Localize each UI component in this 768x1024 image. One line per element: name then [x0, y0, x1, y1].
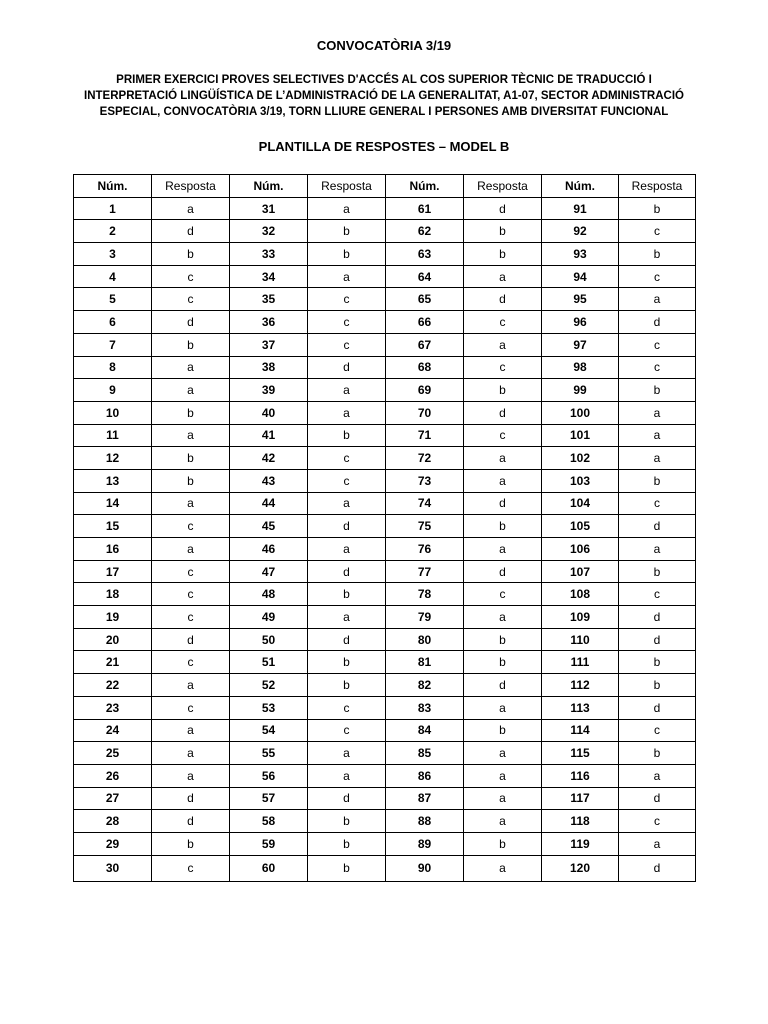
- question-number-cell: 48: [230, 583, 308, 606]
- question-number-cell: 43: [230, 469, 308, 492]
- answer-cell: a: [308, 197, 386, 220]
- question-number-cell: 112: [542, 674, 619, 697]
- question-number-cell: 28: [74, 810, 152, 833]
- answer-cell: a: [464, 606, 542, 629]
- question-number-cell: 114: [542, 719, 619, 742]
- answer-cell: d: [464, 288, 542, 311]
- question-number-cell: 117: [542, 787, 619, 810]
- answer-cell: c: [152, 855, 230, 881]
- question-number-cell: 62: [386, 220, 464, 243]
- question-number-cell: 47: [230, 560, 308, 583]
- question-number-cell: 83: [386, 696, 464, 719]
- answer-cell: a: [619, 538, 696, 561]
- question-number-cell: 76: [386, 538, 464, 561]
- question-number-cell: 102: [542, 447, 619, 470]
- answer-cell: c: [308, 288, 386, 311]
- answer-cell: d: [464, 197, 542, 220]
- column-header-number: Núm.: [230, 175, 308, 198]
- answer-cell: a: [464, 855, 542, 881]
- answer-cell: c: [308, 719, 386, 742]
- answer-cell: c: [464, 583, 542, 606]
- answer-cell: a: [152, 492, 230, 515]
- question-number-cell: 71: [386, 424, 464, 447]
- question-number-cell: 7: [74, 333, 152, 356]
- answer-cell: a: [152, 356, 230, 379]
- answer-cell: c: [619, 810, 696, 833]
- answer-cell: c: [308, 333, 386, 356]
- answer-cell: a: [464, 469, 542, 492]
- question-number-cell: 6: [74, 311, 152, 334]
- answer-cell: a: [152, 424, 230, 447]
- answer-cell: c: [152, 515, 230, 538]
- answer-cell: b: [308, 810, 386, 833]
- question-number-cell: 93: [542, 243, 619, 266]
- answer-cell: b: [152, 243, 230, 266]
- question-number-cell: 54: [230, 719, 308, 742]
- answer-cell: d: [152, 628, 230, 651]
- table-row: [74, 628, 696, 651]
- table-row: [74, 583, 696, 606]
- question-number-cell: 90: [386, 855, 464, 881]
- table-row: [74, 492, 696, 515]
- question-number-cell: 60: [230, 855, 308, 881]
- answer-cell: c: [464, 356, 542, 379]
- table-row: [74, 560, 696, 583]
- answer-table: [73, 174, 696, 882]
- question-number-cell: 108: [542, 583, 619, 606]
- answer-cell: d: [152, 810, 230, 833]
- answer-cell: b: [464, 719, 542, 742]
- question-number-cell: 98: [542, 356, 619, 379]
- answer-cell: a: [152, 742, 230, 765]
- answer-cell: d: [619, 855, 696, 881]
- table-row: [74, 764, 696, 787]
- answer-cell: b: [619, 379, 696, 402]
- answer-cell: a: [464, 787, 542, 810]
- question-number-cell: 32: [230, 220, 308, 243]
- question-number-cell: 99: [542, 379, 619, 402]
- answer-cell: b: [308, 651, 386, 674]
- question-number-cell: 14: [74, 492, 152, 515]
- column-header-number: Núm.: [74, 175, 152, 198]
- question-number-cell: 2: [74, 220, 152, 243]
- question-number-cell: 120: [542, 855, 619, 881]
- answer-cell: d: [464, 560, 542, 583]
- answer-cell: a: [464, 810, 542, 833]
- question-number-cell: 15: [74, 515, 152, 538]
- answer-cell: b: [619, 742, 696, 765]
- question-number-cell: 20: [74, 628, 152, 651]
- column-header-answer: Resposta: [308, 175, 386, 198]
- answer-cell: b: [152, 832, 230, 855]
- question-number-cell: 91: [542, 197, 619, 220]
- question-number-cell: 106: [542, 538, 619, 561]
- answer-cell: c: [308, 311, 386, 334]
- table-row: [74, 855, 696, 881]
- answer-cell: a: [152, 538, 230, 561]
- question-number-cell: 67: [386, 333, 464, 356]
- question-number-cell: 110: [542, 628, 619, 651]
- question-number-cell: 12: [74, 447, 152, 470]
- answer-cell: d: [464, 401, 542, 424]
- column-header-number: Núm.: [386, 175, 464, 198]
- answer-cell: d: [619, 787, 696, 810]
- answer-cell: b: [308, 674, 386, 697]
- answer-cell: b: [464, 243, 542, 266]
- table-row: [74, 288, 696, 311]
- answer-cell: b: [619, 674, 696, 697]
- question-number-cell: 29: [74, 832, 152, 855]
- answer-cell: c: [464, 424, 542, 447]
- answer-cell: c: [619, 492, 696, 515]
- question-number-cell: 1: [74, 197, 152, 220]
- answer-cell: c: [619, 719, 696, 742]
- question-number-cell: 103: [542, 469, 619, 492]
- answer-cell: b: [619, 243, 696, 266]
- question-number-cell: 50: [230, 628, 308, 651]
- answer-cell: c: [464, 311, 542, 334]
- table-row: [74, 606, 696, 629]
- question-number-cell: 8: [74, 356, 152, 379]
- question-number-cell: 84: [386, 719, 464, 742]
- question-number-cell: 36: [230, 311, 308, 334]
- question-number-cell: 25: [74, 742, 152, 765]
- question-number-cell: 61: [386, 197, 464, 220]
- answer-cell: a: [152, 197, 230, 220]
- answer-cell: c: [152, 265, 230, 288]
- question-number-cell: 92: [542, 220, 619, 243]
- answer-cell: a: [308, 742, 386, 765]
- answer-cell: a: [464, 333, 542, 356]
- question-number-cell: 72: [386, 447, 464, 470]
- answer-cell: d: [308, 356, 386, 379]
- question-number-cell: 44: [230, 492, 308, 515]
- question-number-cell: 33: [230, 243, 308, 266]
- answer-cell: b: [619, 560, 696, 583]
- question-number-cell: 51: [230, 651, 308, 674]
- answer-cell: d: [308, 628, 386, 651]
- question-number-cell: 5: [74, 288, 152, 311]
- question-number-cell: 24: [74, 719, 152, 742]
- question-number-cell: 17: [74, 560, 152, 583]
- answer-cell: d: [619, 606, 696, 629]
- question-number-cell: 111: [542, 651, 619, 674]
- question-number-cell: 80: [386, 628, 464, 651]
- question-number-cell: 9: [74, 379, 152, 402]
- answer-cell: c: [152, 583, 230, 606]
- question-number-cell: 22: [74, 674, 152, 697]
- table-row: [74, 696, 696, 719]
- question-number-cell: 21: [74, 651, 152, 674]
- subtitle-line: PRIMER EXERCICI PROVES SELECTIVES D'ACCÉS AL COS SUPERIOR TÈCNIC DE TRADUCCIÓ I: [116, 74, 652, 86]
- table-row: [74, 719, 696, 742]
- answer-cell: a: [152, 719, 230, 742]
- question-number-cell: 11: [74, 424, 152, 447]
- question-number-cell: 23: [74, 696, 152, 719]
- answer-cell: c: [152, 560, 230, 583]
- answer-cell: d: [464, 492, 542, 515]
- answer-cell: b: [464, 379, 542, 402]
- question-number-cell: 52: [230, 674, 308, 697]
- table-row: [74, 787, 696, 810]
- answer-cell: b: [308, 832, 386, 855]
- question-number-cell: 46: [230, 538, 308, 561]
- answer-cell: c: [619, 333, 696, 356]
- answer-cell: d: [152, 220, 230, 243]
- table-row: [74, 401, 696, 424]
- question-number-cell: 75: [386, 515, 464, 538]
- answer-cell: d: [464, 674, 542, 697]
- question-number-cell: 3: [74, 243, 152, 266]
- answer-cell: b: [152, 333, 230, 356]
- answer-cell: b: [152, 447, 230, 470]
- question-number-cell: 10: [74, 401, 152, 424]
- document-subtitle: [60, 72, 708, 120]
- table-row: [74, 197, 696, 220]
- answer-cell: d: [619, 515, 696, 538]
- question-number-cell: 109: [542, 606, 619, 629]
- answer-cell: d: [152, 787, 230, 810]
- question-number-cell: 53: [230, 696, 308, 719]
- question-number-cell: 96: [542, 311, 619, 334]
- answer-cell: c: [619, 356, 696, 379]
- table-row: [74, 424, 696, 447]
- question-number-cell: 116: [542, 764, 619, 787]
- answer-cell: c: [152, 606, 230, 629]
- table-row: [74, 333, 696, 356]
- table-row: [74, 220, 696, 243]
- question-number-cell: 70: [386, 401, 464, 424]
- table-row: [74, 832, 696, 855]
- table-row: [74, 469, 696, 492]
- answer-cell: a: [464, 696, 542, 719]
- question-number-cell: 73: [386, 469, 464, 492]
- answer-cell: a: [308, 606, 386, 629]
- question-number-cell: 88: [386, 810, 464, 833]
- question-number-cell: 18: [74, 583, 152, 606]
- answer-cell: a: [464, 265, 542, 288]
- table-row: [74, 515, 696, 538]
- answer-cell: a: [464, 764, 542, 787]
- question-number-cell: 95: [542, 288, 619, 311]
- question-number-cell: 49: [230, 606, 308, 629]
- answer-cell: b: [464, 515, 542, 538]
- question-number-cell: 16: [74, 538, 152, 561]
- question-number-cell: 100: [542, 401, 619, 424]
- question-number-cell: 74: [386, 492, 464, 515]
- answer-cell: a: [464, 447, 542, 470]
- question-number-cell: 19: [74, 606, 152, 629]
- answer-cell: c: [619, 265, 696, 288]
- answer-cell: b: [464, 651, 542, 674]
- question-number-cell: 113: [542, 696, 619, 719]
- question-number-cell: 89: [386, 832, 464, 855]
- question-number-cell: 31: [230, 197, 308, 220]
- question-number-cell: 115: [542, 742, 619, 765]
- column-header-number: Núm.: [542, 175, 619, 198]
- answer-cell: a: [308, 401, 386, 424]
- answer-cell: c: [152, 696, 230, 719]
- question-number-cell: 26: [74, 764, 152, 787]
- answer-cell: a: [152, 674, 230, 697]
- table-row: [74, 265, 696, 288]
- answer-cell: d: [619, 628, 696, 651]
- answer-cell: b: [308, 424, 386, 447]
- question-number-cell: 69: [386, 379, 464, 402]
- answer-cell: c: [308, 696, 386, 719]
- question-number-cell: 59: [230, 832, 308, 855]
- question-number-cell: 45: [230, 515, 308, 538]
- question-number-cell: 87: [386, 787, 464, 810]
- answer-cell: c: [152, 651, 230, 674]
- answer-cell: b: [464, 832, 542, 855]
- question-number-cell: 34: [230, 265, 308, 288]
- question-number-cell: 81: [386, 651, 464, 674]
- answer-cell: a: [619, 832, 696, 855]
- table-row: [74, 243, 696, 266]
- question-number-cell: 94: [542, 265, 619, 288]
- answer-cell: a: [308, 379, 386, 402]
- answer-cell: c: [152, 288, 230, 311]
- answer-cell: b: [464, 628, 542, 651]
- table-row: [74, 311, 696, 334]
- table-header-row: [74, 175, 696, 198]
- table-row: [74, 447, 696, 470]
- answer-cell: a: [619, 401, 696, 424]
- question-number-cell: 55: [230, 742, 308, 765]
- question-number-cell: 64: [386, 265, 464, 288]
- answer-cell: d: [308, 560, 386, 583]
- question-number-cell: 78: [386, 583, 464, 606]
- question-number-cell: 107: [542, 560, 619, 583]
- table-row: [74, 356, 696, 379]
- answer-cell: b: [152, 401, 230, 424]
- table-row: [74, 379, 696, 402]
- question-number-cell: 57: [230, 787, 308, 810]
- question-number-cell: 56: [230, 764, 308, 787]
- question-number-cell: 79: [386, 606, 464, 629]
- column-header-answer: Resposta: [152, 175, 230, 198]
- answer-cell: d: [152, 311, 230, 334]
- table-row: [74, 810, 696, 833]
- answer-cell: a: [619, 447, 696, 470]
- answer-cell: b: [308, 220, 386, 243]
- answer-cell: a: [152, 379, 230, 402]
- question-number-cell: 101: [542, 424, 619, 447]
- answer-cell: d: [619, 696, 696, 719]
- subtitle-line: ESPECIAL, CONVOCATÒRIA 3/19, TORN LLIURE GENERAL I PERSONES AMB DIVERSITAT FUNCIONAL: [99, 106, 669, 118]
- answer-cell: a: [308, 265, 386, 288]
- question-number-cell: 4: [74, 265, 152, 288]
- question-number-cell: 41: [230, 424, 308, 447]
- table-row: [74, 651, 696, 674]
- answer-cell: a: [619, 424, 696, 447]
- answer-table-body: [74, 197, 696, 881]
- answer-cell: a: [464, 742, 542, 765]
- column-header-answer: Resposta: [619, 175, 696, 198]
- answer-cell: b: [308, 855, 386, 881]
- question-number-cell: 13: [74, 469, 152, 492]
- question-number-cell: 77: [386, 560, 464, 583]
- answer-cell: a: [619, 288, 696, 311]
- answer-cell: a: [308, 764, 386, 787]
- question-number-cell: 63: [386, 243, 464, 266]
- question-number-cell: 104: [542, 492, 619, 515]
- answer-cell: b: [308, 583, 386, 606]
- answer-cell: d: [619, 311, 696, 334]
- question-number-cell: 40: [230, 401, 308, 424]
- question-number-cell: 86: [386, 764, 464, 787]
- answer-cell: b: [619, 469, 696, 492]
- question-number-cell: 39: [230, 379, 308, 402]
- question-number-cell: 35: [230, 288, 308, 311]
- table-row: [74, 742, 696, 765]
- answer-cell: b: [152, 469, 230, 492]
- answer-cell: c: [308, 447, 386, 470]
- answer-cell: d: [308, 515, 386, 538]
- question-number-cell: 37: [230, 333, 308, 356]
- question-number-cell: 30: [74, 855, 152, 881]
- answer-cell: b: [619, 197, 696, 220]
- question-number-cell: 65: [386, 288, 464, 311]
- question-number-cell: 42: [230, 447, 308, 470]
- column-header-answer: Resposta: [464, 175, 542, 198]
- document-title: CONVOCATÒRIA 3/19: [316, 38, 452, 53]
- question-number-cell: 85: [386, 742, 464, 765]
- question-number-cell: 97: [542, 333, 619, 356]
- question-number-cell: 82: [386, 674, 464, 697]
- answer-sheet-heading: PLANTILLA DE RESPOSTES – MODEL B: [258, 139, 510, 154]
- question-number-cell: 118: [542, 810, 619, 833]
- question-number-cell: 66: [386, 311, 464, 334]
- question-number-cell: 68: [386, 356, 464, 379]
- answer-cell: a: [464, 538, 542, 561]
- subtitle-line: INTERPRETACIÓ LINGÜÍSTICA DE L’ADMINISTRACIÓ DE LA GENERALITAT, A1-07, SECTOR ADMINISTRACIÓ: [84, 90, 684, 102]
- table-row: [74, 538, 696, 561]
- answer-cell: c: [619, 220, 696, 243]
- question-number-cell: 58: [230, 810, 308, 833]
- answer-cell: c: [619, 583, 696, 606]
- answer-cell: b: [464, 220, 542, 243]
- answer-cell: d: [308, 787, 386, 810]
- answer-cell: a: [308, 538, 386, 561]
- question-number-cell: 27: [74, 787, 152, 810]
- answer-cell: b: [308, 243, 386, 266]
- table-row: [74, 674, 696, 697]
- question-number-cell: 38: [230, 356, 308, 379]
- answer-cell: b: [619, 651, 696, 674]
- answer-cell: a: [619, 764, 696, 787]
- question-number-cell: 105: [542, 515, 619, 538]
- question-number-cell: 119: [542, 832, 619, 855]
- answer-cell: c: [308, 469, 386, 492]
- answer-cell: a: [152, 764, 230, 787]
- answer-cell: a: [308, 492, 386, 515]
